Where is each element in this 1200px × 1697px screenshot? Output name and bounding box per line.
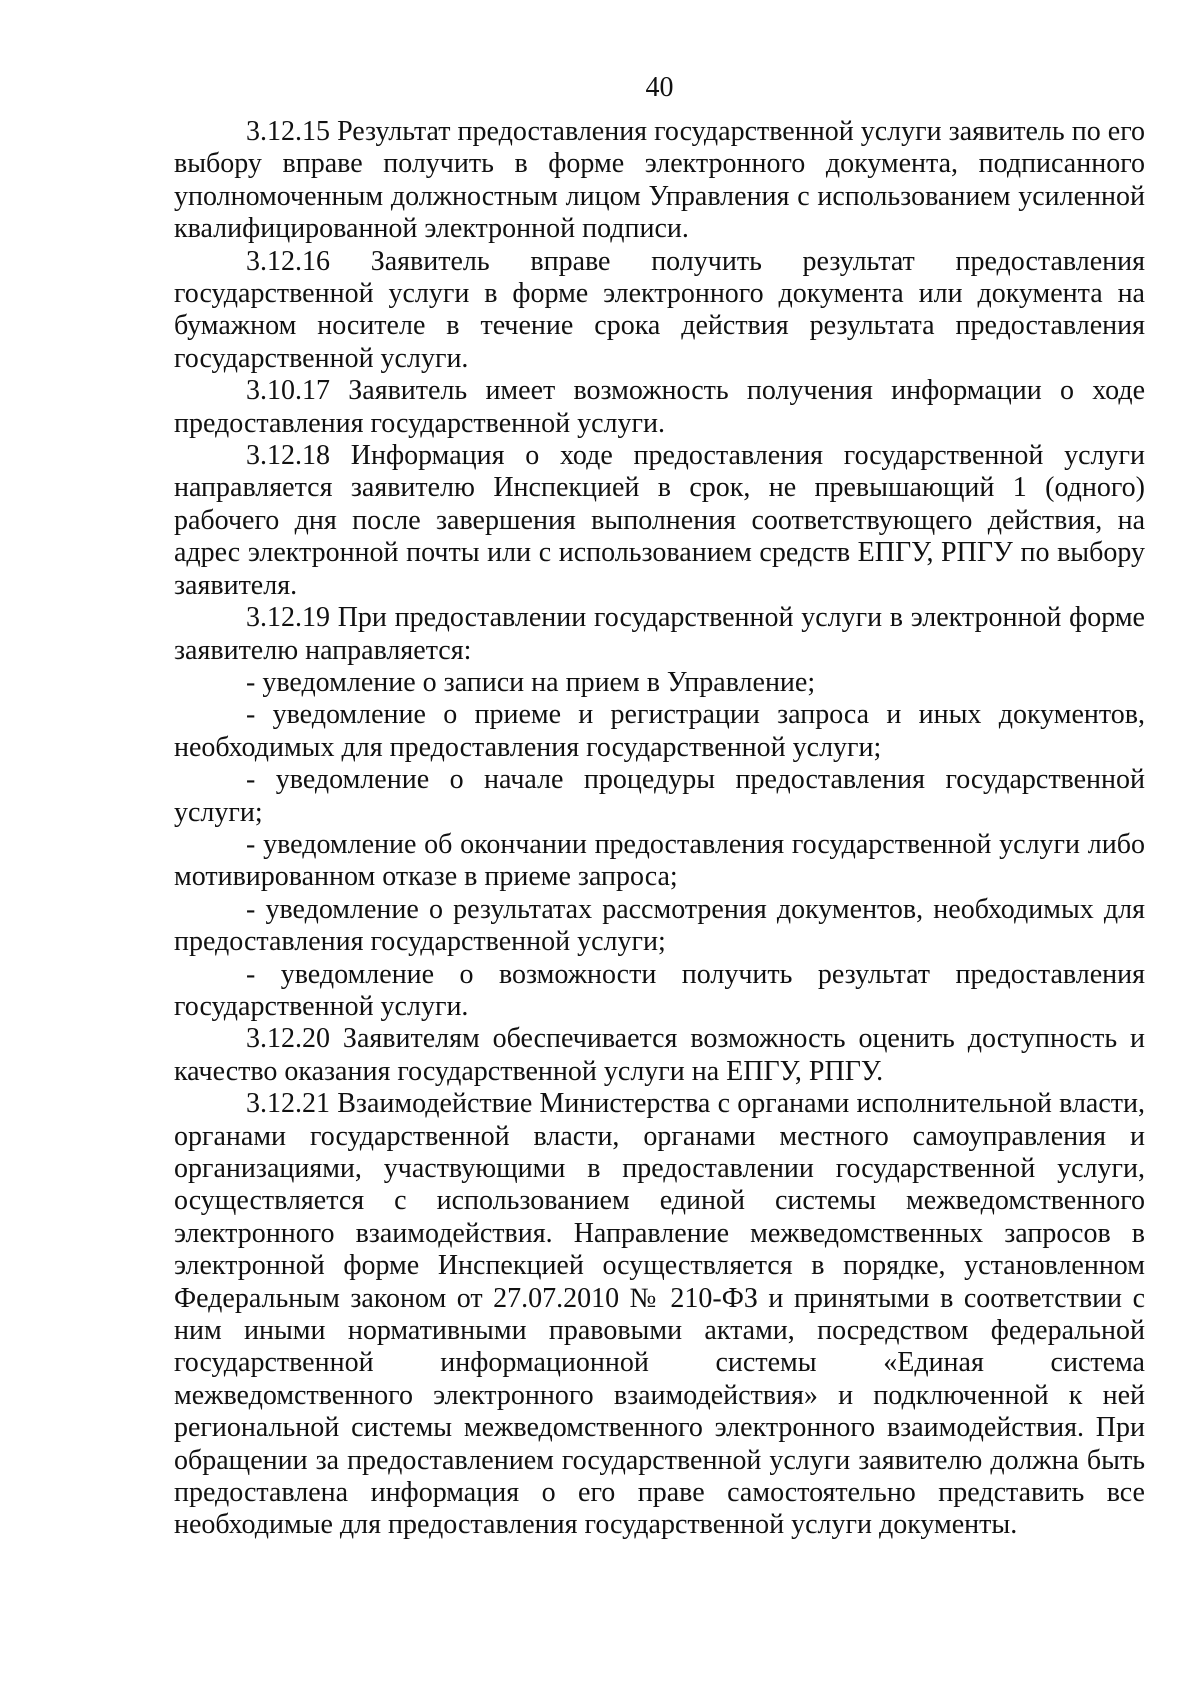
list-item-appointment-notice: - уведомление о записи на прием в Управление; — [246, 666, 816, 698]
paragraph-3-12-16: 3.12.16 Заявитель вправе получить результат предоставления государственной услуги в форме электронного документа или документа на бумажном носителе в течение срока действия результата предоставления государственной услуги. — [174, 245, 1145, 374]
list-item-review-results-notice: - уведомление о результатах рассмотрения документов, необходимых для предоставления государственной услуги; — [174, 893, 1145, 958]
document-body — [174, 116, 1145, 1542]
paragraph-3-12-20: 3.12.20 Заявителям обеспечивается возможность оценить доступность и качество оказания государственной услуги на ЕПГУ, РПГУ. — [174, 1023, 1145, 1087]
page-number: 40 — [645, 72, 674, 103]
paragraph-3-12-18: 3.12.18 Информация о ходе предоставления государственной услуги направляется заявителю Инспекцией в срок, не превышающий 1 (одного) рабочего дня после завершения выполнения соответствующего действия, на адрес электронной почты или с использованием средств ЕПГУ, РПГУ по выбору заявителя. — [174, 440, 1145, 601]
paragraph-3-12-21: 3.12.21 Взаимодействие Министерства с органами исполнительной власти, органами государственной власти, органами местного самоуправления и организациями, участвующими в предоставлении государственной услуги, осуществляется с использованием единой системы межведомственного электронного взаимодействия. Направление межведомственных запросов в электронной форме Инспекцией осуществляется в порядке, установленном Федеральным законом от 27.07.2010 № 210-ФЗ и принятыми в соответствии с ним иными нормативными правовыми актами, посредством федеральной государственной информационной системы «Единая система межведомственного электронного взаимодействия» и подключенной к ней региональной системы межведомственного электронного взаимодействия. При обращении за предоставлением государственной услуги заявителю должна быть предоставлена информация о его праве самостоятельно представить все необходимые для предоставления государственной услуги документы. — [174, 1088, 1145, 1541]
list-item-registration-notice: - уведомление о приеме и регистрации запроса и иных документов, необходимых для предоставления государственной услуги; — [174, 699, 1145, 763]
list-item-result-available-notice: - уведомление о возможности получить результат предоставления государственной услуги. — [174, 958, 1145, 1022]
list-item-completion-notice: - уведомление об окончании предоставления государственной услуги либо мотивированном отказе в приеме запроса; — [174, 828, 1145, 893]
paragraph-3-12-15: 3.12.15 Результат предоставления государственной услуги заявитель по его выбору вправе получить в форме электронного документа, подписанного уполномоченным должностным лицом Управления с использованием усиленной квалифицированной электронной подписи. — [174, 116, 1145, 245]
list-item-procedure-start-notice: - уведомление о начале процедуры предоставления государственной услуги; — [174, 764, 1145, 828]
paragraph-3-10-17: 3.10.17 Заявитель имеет возможность получения информации о ходе предоставления государственной услуги. — [174, 375, 1145, 439]
paragraph-3-12-19: 3.12.19 При предоставлении государственной услуги в электронной форме заявителю направляется: — [174, 602, 1145, 666]
